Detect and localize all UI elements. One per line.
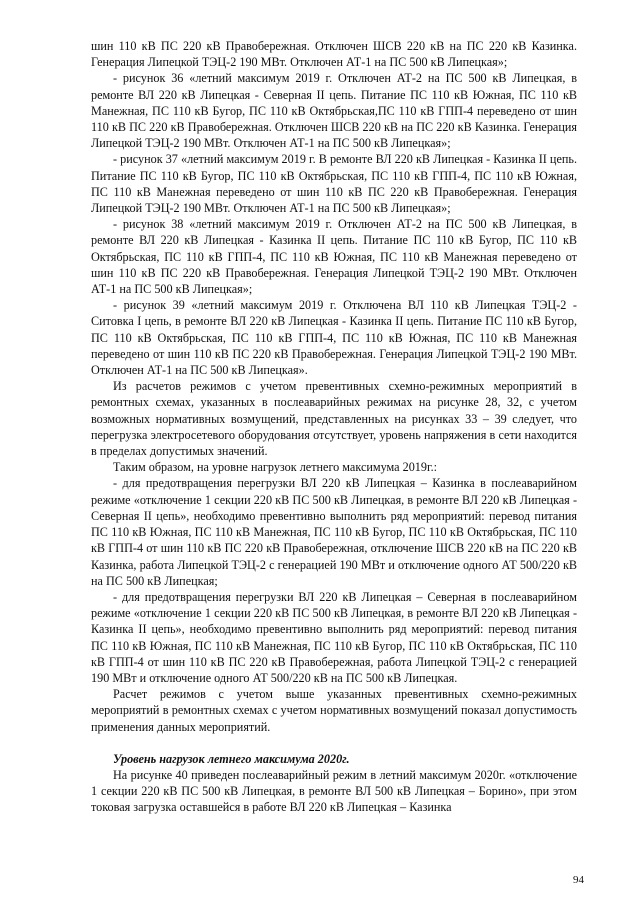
paragraph-continuation: шин 110 кВ ПС 220 кВ Правобережная. Отключен ШСВ 220 кВ на ПС 220 кВ Казинка. Генерация Липецкой ТЭЦ-2 190 МВт. Отключен АТ-1 на ПС 500 кВ Липецкая»;	[91, 39, 577, 70]
paragraph-calculation-results: Из расчетов режимов с учетом превентивных схемно-режимных мероприятий в ремонтных схемах, указанных в послеаварийных режимах на рисунке 28, 32, с учетом возможных нормативных возмущений, представленных на рисунках 33 – 39 следует, что перегрузка электросетевого оборудования отсутствует, уровень напряжения в сети находится в пределах допустимых значений.	[91, 379, 577, 459]
list-item-measure-kazinka: - для предотвращения перегрузки ВЛ 220 кВ Липецкая – Казинка в послеаварийном режиме «отключение 1 секции 220 кВ ПС 500 кВ Липецкая, в ремонте ВЛ 220 кВ Липецкая - Северная II цепь», необходимо превентивно выполнить ряд мероприятий: перевод питания ПС 110 кВ Южная, ПС 110 кВ Манежная, ПС 110 кВ Бугор, ПС 110 кВ Октябрьская, ПС 110 кВ ГПП-4 от шин 110 кВ ПС 220 кВ Правобережная, отключение ШСВ 220 кВ на ПС 220 кВ Казинка, работа Липецкой ТЭЦ-2 с генерацией 190 МВт и отключение одного АТ 500/220 кВ на ПС 500 кВ Липецкая;	[91, 476, 577, 588]
page-body	[91, 38, 577, 816]
list-item-figure-38: - рисунок 38 «летний максимум 2019 г. Отключен АТ-2 на ПС 500 кВ Липецкая, в ремонте ВЛ 220 кВ Липецкая - Казинка II цепь. Питание ПС 110 кВ Бугор, ПС 110 кВ Октябрьская, ПС 110 кВ ГПП-4, ПС 110 кВ Южная, ПС 110 кВ Манежная переведено от шин 110 кВ ПС 220 кВ Правобережная. Генерация Липецкой ТЭЦ-2 190 МВт. Отключен АТ-1 на ПС 500 кВ Липецкая»;	[91, 217, 577, 297]
list-item-figure-39: - рисунок 39 «летний максимум 2019 г. Отключена ВЛ 110 кВ Липецкая ТЭЦ-2 - Ситовка I цепь, в ремонте ВЛ 220 кВ Липецкая - Казинка II цепь. Питание ПС 110 кВ Бугор, ПС 110 кВ Октябрьская, ПС 110 кВ ГПП-4, ПС 110 кВ Южная, ПС 110 кВ Манежная переведено от шин 110 кВ ПС 220 кВ Правобережная. Генерация Липецкой ТЭЦ-2 190 МВт. Отключен АТ-1 на ПС 500 кВ Липецкая».	[91, 298, 577, 378]
paragraph-conclusion: Расчет режимов с учетом выше указанных превентивных схемно-режимных мероприятий в ремонтных схемах с учетом нормативных возмущений показал допустимость применения данных мероприятий.	[91, 687, 577, 734]
paragraph-figure-40: На рисунке 40 приведен послеаварийный режим в летний максимум 2020г. «отключение 1 секции 220 кВ ПС 500 кВ Липецкая, в ремонте ВЛ 500 кВ Липецкая – Борино», при этом токовая загрузка оставшейся в работе ВЛ 220 кВ Липецкая – Казинка	[91, 767, 577, 815]
page-number: 94	[573, 874, 584, 886]
section-heading: Уровень нагрузок летнего максимума 2020г.	[113, 751, 350, 766]
list-item-figure-37: - рисунок 37 «летний максимум 2019 г. В ремонте ВЛ 220 кВ Липецкая - Казинка II цепь. Питание ПС 110 кВ Бугор, ПС 110 кВ Октябрьская, ПС 110 кВ ГПП-4, ПС 110 кВ Южная, ПС 110 кВ Манежная переведено от шин 110 кВ ПС 220 кВ Правобережная. Генерация Липецкой ТЭЦ-2 190 МВт. Отключен АТ-1 на ПС 500 кВ Липецкая»;	[91, 152, 577, 216]
list-item-figure-36: - рисунок 36 «летний максимум 2019 г. Отключен АТ-2 на ПС 500 кВ Липецкая, в ремонте ВЛ 220 кВ Липецкая - Северная II цепь. Питание ПС 110 кВ Южная, ПС 110 кВ Манежная, ПС 110 кВ Бугор, ПС 110 кВ Октябрьская,ПС 110 кВ ГПП-4 переведено от шин 110 кВ ПС 220 кВ Правобережная. Отключен ШСВ 220 кВ на ПС 220 кВ Казинка. Генерация Липецкой ТЭЦ-2 190 МВт. Отключен АТ-1 на ПС 500 кВ Липецкая»;	[91, 71, 577, 151]
list-item-measure-severnaya: - для предотвращения перегрузки ВЛ 220 кВ Липецкая – Северная в послеаварийном режиме «отключение 1 секции 220 кВ ПС 500 кВ Липецкая, в ремонте ВЛ 220 кВ Липецкая - Казинка II цепь», необходимо превентивно выполнить ряд мероприятий: перевод питания ПС 110 кВ Южная, ПС 110 кВ Манежная, ПС 110 кВ Бугор, ПС 110 кВ Октябрьская, ПС 110 кВ ГПП-4 от шин 110 кВ ПС 220 кВ Правобережная, работа Липецкой ТЭЦ-2 с генерацией 190 МВт и отключение одного АТ 500/220 кВ на ПС 500 кВ Липецкая.	[91, 589, 577, 685]
paragraph-summary-intro: Таким образом, на уровне нагрузок летнего максимума 2019г.:	[113, 460, 438, 475]
